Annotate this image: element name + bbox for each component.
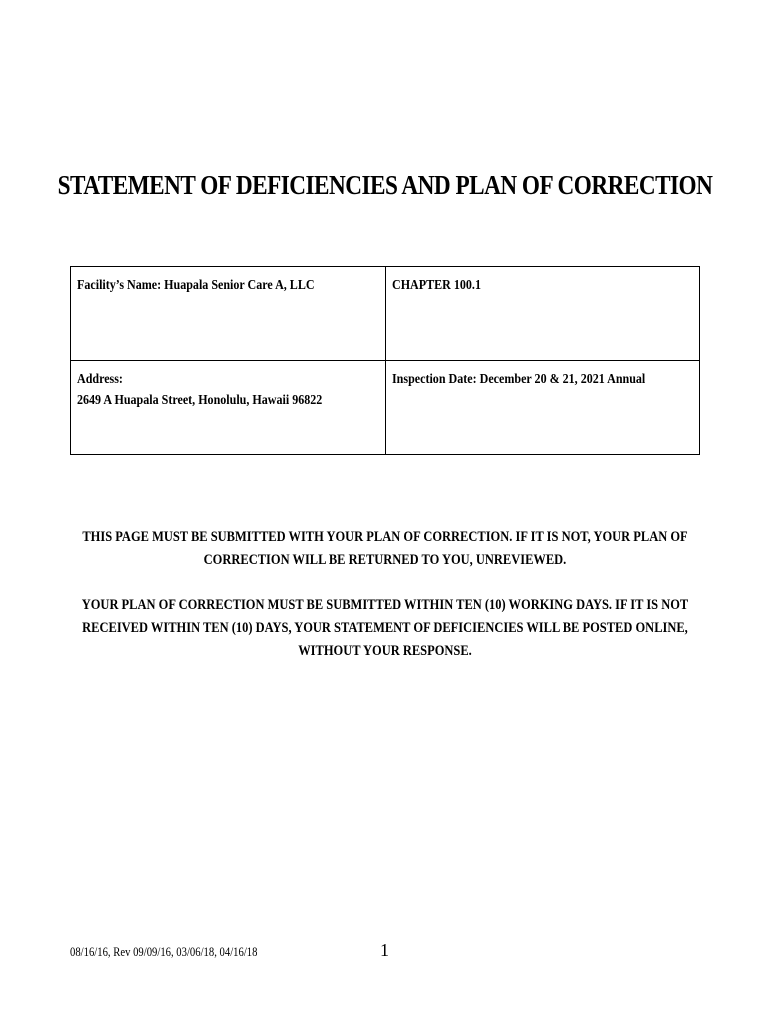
deadline-notice-text: YOUR PLAN OF CORRECTION MUST BE SUBMITTED WITHIN TEN (10) WORKING DAYS. IF IT IS NOT RECEIVED WITHIN TEN (10) DAYS, YOUR STATEMENT OF DEFICIENCIES WILL BE POSTED ONLINE, WITHOUT YOUR RESPONSE. [81, 597, 689, 659]
inspection-date: Inspection Date: December 20 & 21, 2021 Annual [392, 372, 646, 387]
page-number: 1 [380, 940, 389, 960]
address-cell [71, 361, 386, 455]
page-title: STATEMENT OF DEFICIENCIES AND PLAN OF CORRECTION [57, 170, 713, 200]
chapter-cell [386, 267, 700, 361]
chapter-label: CHAPTER 100.1 [392, 278, 481, 293]
address-label: Address: [77, 372, 123, 387]
submission-notice-text: THIS PAGE MUST BE SUBMITTED WITH YOUR PLAN OF CORRECTION. IF IT IS NOT, YOUR PLAN OF CORRECTION WILL BE RETURNED TO YOU, UNREVIEWED. [82, 529, 688, 568]
facility-name: Facility’s Name: Huapala Senior Care A, LLC [77, 278, 315, 293]
submission-notice [70, 526, 700, 572]
facility-info-table [70, 266, 700, 455]
table-row [71, 361, 700, 455]
table-row [71, 267, 700, 361]
facility-name-cell [71, 267, 386, 361]
deadline-notice [70, 594, 700, 663]
inspection-date-cell [386, 361, 700, 455]
revision-dates: 08/16/16, Rev 09/09/16, 03/06/18, 04/16/18 [70, 944, 258, 959]
address-value: 2649 A Huapala Street, Honolulu, Hawaii 96822 [77, 393, 323, 408]
